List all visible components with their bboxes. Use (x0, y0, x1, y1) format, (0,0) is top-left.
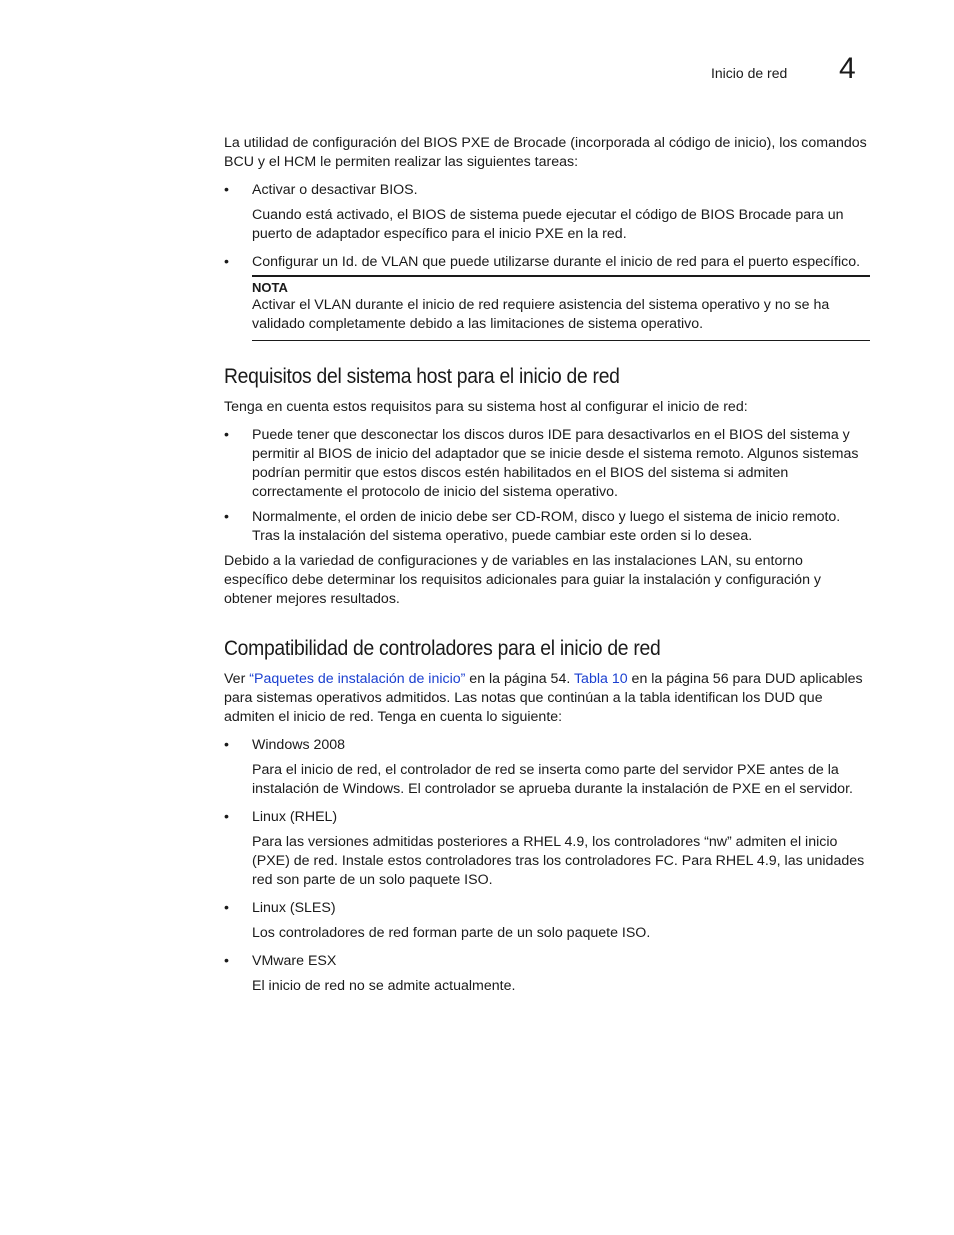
section-heading: Requisitos del sistema host para el inicio de red (224, 365, 620, 388)
list-item: • VMware ESX (224, 953, 337, 969)
list-item: • Windows 2008 (224, 737, 346, 753)
intro-paragraph: La utilidad de configuración del BIOS PXE de Brocade (incorporada al código de inicio), los comandos BCU y el HCM le permiten realizar las siguientes tareas: (224, 135, 867, 170)
list-item-detail: Cuando está activado, el BIOS de sistema puede ejecutar el código de BIOS Brocade para un puerto de adaptador específico para el inicio PXE en la red. (252, 207, 844, 242)
section-intro: Tenga en cuenta estos requisitos para su sistema host al configurar el inicio de red: (224, 399, 748, 415)
note-box (252, 275, 870, 341)
section-heading: Compatibilidad de controladores para el inicio de red (224, 637, 661, 660)
link-install-packages[interactable]: “Paquetes de instalación de inicio” (249, 671, 466, 687)
list-item: • Configurar un Id. de VLAN que puede utilizarse durante el inicio de red para el puerto específico. (224, 254, 861, 270)
section-closing: Debido a la variedad de configuraciones y de variables en las instalaciones LAN, su entorno específico debe determinar los requisitos adicionales para guiar la instalación y configuración y obtener mejores resultados. (224, 553, 821, 607)
list-item: • Activar o desactivar BIOS. (224, 182, 418, 198)
list-item-detail: El inicio de red no se admite actualmente. (252, 978, 516, 994)
note-title: NOTA (252, 280, 288, 295)
link-table-10[interactable]: Tabla 10 (573, 671, 628, 687)
list-item: • Puede tener que desconectar los discos duros IDE para desactivarlos en el BIOS del sistema y permitir al BIOS de inicio del adaptador que se inicie desde el sistema remoto. Algunos sistemas podrían permitir que estos discos estén habilitados en el BIOS del sistema si admiten correctamente el protocolo de inicio del sistema operativo. (224, 427, 859, 500)
note-text: Activar el VLAN durante el inicio de red requiere asistencia del sistema operativo y no se ha validado completamente debido a las limitaciones de sistema operativo. (252, 297, 830, 332)
page-content (224, 134, 870, 1005)
list-item: • Linux (SLES) (224, 900, 336, 916)
running-header: Inicio de red (711, 65, 788, 81)
list-item: • Linux (RHEL) (224, 809, 338, 825)
chapter-number: 4 (839, 52, 856, 85)
list-item-detail: Los controladores de red forman parte de un solo paquete ISO. (252, 925, 651, 941)
list-item-detail: Para las versiones admitidas posteriores a RHEL 4.9, los controladores “nw” admiten el inicio (PXE) de red. Instale estos controladores tras los controladores FC. Para RHEL 4.9, las unidades red son parte de un solo paquete ISO. (252, 834, 865, 888)
section-intro: Ver “Paquetes de instalación de inicio” en la página 54. Tabla 10 en la página 56 para DUD aplicables para sistemas operativos admitidos. Las notas que continúan a la tabla identifican los DUD que admiten el inicio de red. Tenga en cuenta lo siguiente: (224, 671, 863, 725)
list-item: • Normalmente, el orden de inicio debe ser CD-ROM, disco y luego el sistema de inicio remoto. Tras la instalación del sistema operativo, puede cambiar este orden si lo desea. (224, 509, 841, 544)
list-item-detail: Para el inicio de red, el controlador de red se inserta como parte del servidor PXE antes de la instalación de Windows. El controlador se aprueba durante la instalación de PXE en el servidor. (252, 762, 853, 797)
